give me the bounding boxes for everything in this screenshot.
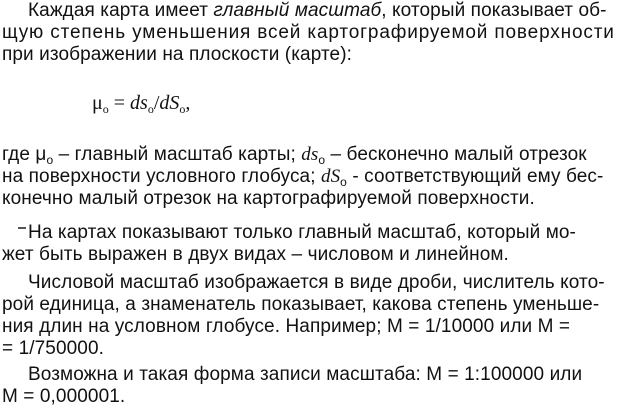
paragraph-3-line-1 xyxy=(28,272,624,293)
paragraph-1-line-2 xyxy=(2,22,615,43)
paragraph-2-line-2 xyxy=(2,244,624,265)
formula-subscript: о xyxy=(102,102,109,116)
text-run: На картах показывают только главный масштаб, который мо- xyxy=(28,222,576,243)
symbol-ds: ds xyxy=(301,144,319,165)
text-run: конечно малый отрезок на картографируемой поверхности. xyxy=(2,188,535,209)
scale-formula xyxy=(92,92,190,115)
text-run: где μ xyxy=(2,144,47,165)
paragraph-3-line-2 xyxy=(2,294,624,315)
formula-subscript: о xyxy=(147,102,154,116)
text-run: , который показывает об- xyxy=(381,0,607,21)
formula-equals: = xyxy=(108,92,131,114)
paragraph-4-line-1 xyxy=(28,364,624,385)
paragraph-4-line-2 xyxy=(2,386,624,407)
subscript: о xyxy=(46,153,54,167)
text-run: Числовой масштаб изображается в виде дроби, числитель кото- xyxy=(28,272,605,293)
text-run: на поверхности условного глобуса; xyxy=(2,166,321,187)
text-run: ния длин на условном глобусе. Например; М = 1/10000 или М = xyxy=(2,316,571,337)
text-run: жет быть выражен в двух видах – числовом и линейном. xyxy=(2,244,509,265)
text-run: при изображении на плоскости (карте): xyxy=(2,44,353,65)
text-run: щую степень уменьшения всей картографируемой поверхности xyxy=(2,22,615,43)
emphasized-term: главный масштаб xyxy=(213,0,382,21)
symbol-dS: dS xyxy=(320,166,341,187)
formula-comma: , xyxy=(185,92,191,114)
text-run: Возможна и такая форма записи масштаба: М = 1:100000 или xyxy=(28,364,583,385)
text-run: – главный масштаб карты; xyxy=(53,144,302,165)
paragraph-2-line-1 xyxy=(28,222,624,243)
scan-mark xyxy=(18,227,26,229)
formula-subscript: о xyxy=(179,102,186,116)
definitions-line-2 xyxy=(2,166,624,187)
paragraph-1-line-3 xyxy=(2,44,624,65)
formula-ds: ds xyxy=(130,92,148,114)
text-run: Каждая карта имеет xyxy=(28,0,214,21)
subscript: о xyxy=(318,153,326,167)
definitions-line-3 xyxy=(2,188,624,209)
text-run: = 1/750000. xyxy=(2,338,105,359)
text-run: рой единица, а знаменатель показывает, какова степень уменьше- xyxy=(2,294,600,315)
paragraph-3-line-4 xyxy=(2,338,624,359)
text-run: М = 0,000001. xyxy=(2,386,126,407)
subscript: о xyxy=(340,175,347,189)
formula-dS: dS xyxy=(159,92,180,114)
paragraph-1-line-1 xyxy=(28,0,618,21)
definitions-line-1 xyxy=(2,144,624,165)
text-run: - соответствующий ему бес- xyxy=(346,166,604,187)
formula-slash: / xyxy=(153,92,160,114)
text-run: – бесконечно малый отрезок xyxy=(325,144,587,165)
formula-mu: μ xyxy=(92,92,103,114)
paragraph-3-line-3 xyxy=(2,316,624,337)
